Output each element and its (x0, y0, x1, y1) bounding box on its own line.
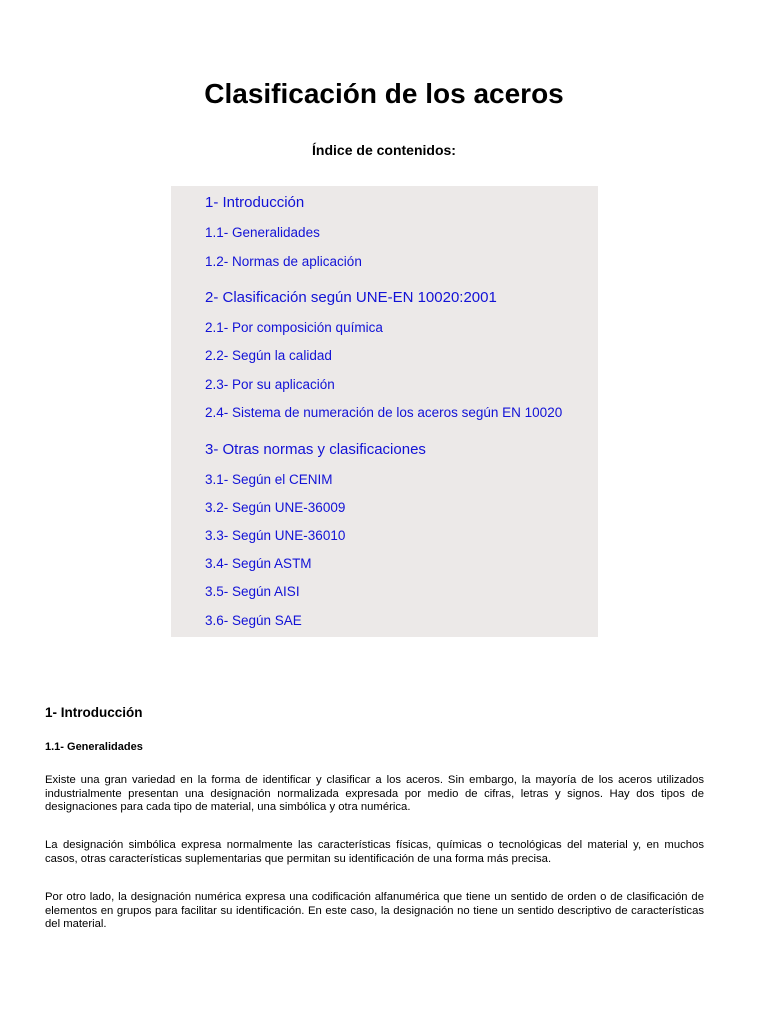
toc-heading: Índice de contenidos: (312, 142, 456, 158)
toc-link-1-1[interactable]: 1.1- Generalidades (205, 225, 320, 240)
page-title: Clasificación de los aceros (204, 78, 564, 109)
toc-link-3-4[interactable]: 3.4- Según ASTM (205, 556, 312, 571)
toc-link-3[interactable]: 3- Otras normas y clasificaciones (205, 441, 426, 458)
toc-link-3-1[interactable]: 3.1- Según el CENIM (205, 472, 333, 487)
toc-link-2-4[interactable]: 2.4- Sistema de numeración de los aceros según EN 10020 (205, 405, 563, 420)
toc-link-1[interactable]: 1- Introducción (205, 194, 305, 211)
toc-link-3-5[interactable]: 3.5- Según AISI (205, 584, 300, 599)
paragraph: Por otro lado, la designación numérica expresa una codificación alfanumérica que tiene un sentido de orden o de clasificación de elementos en grupos para facilitar su identificación. En este caso, la designación no tiene un sentido descriptivo de características del material. (45, 891, 704, 930)
toc-link-2-3[interactable]: 2.3- Por su aplicación (205, 377, 335, 392)
toc-link-2-2[interactable]: 2.2- Según la calidad (205, 348, 332, 363)
toc-link-3-6[interactable]: 3.6- Según SAE (205, 613, 302, 628)
toc-link-1-2[interactable]: 1.2- Normas de aplicación (205, 254, 362, 269)
table-of-contents (171, 186, 598, 637)
toc-link-3-2[interactable]: 3.2- Según UNE-36009 (205, 500, 346, 515)
toc-link-2[interactable]: 2- Clasificación según UNE-EN 10020:2001 (205, 289, 497, 306)
paragraph: Existe una gran variedad en la forma de identificar y clasificar a los aceros. Sin embargo, la mayoría de los aceros utilizados industrialmente presentan una designación normalizada expresada por medio de cifras, letras y signos. Hay dos tipos de designaciones para cada tipo de material, una simbólica y otra numérica. (45, 774, 704, 813)
section-heading: 1- Introducción (45, 705, 143, 720)
subsection-heading: 1.1- Generalidades (45, 741, 143, 753)
toc-link-2-1[interactable]: 2.1- Por composición química (205, 320, 383, 335)
toc-link-3-3[interactable]: 3.3- Según UNE-36010 (205, 528, 346, 543)
paragraph: La designación simbólica expresa normalmente las características físicas, químicas o tecnológicas del material y, en muchos casos, otras características suplementarias que permitan su identificación de una forma más precisa. (45, 839, 704, 865)
